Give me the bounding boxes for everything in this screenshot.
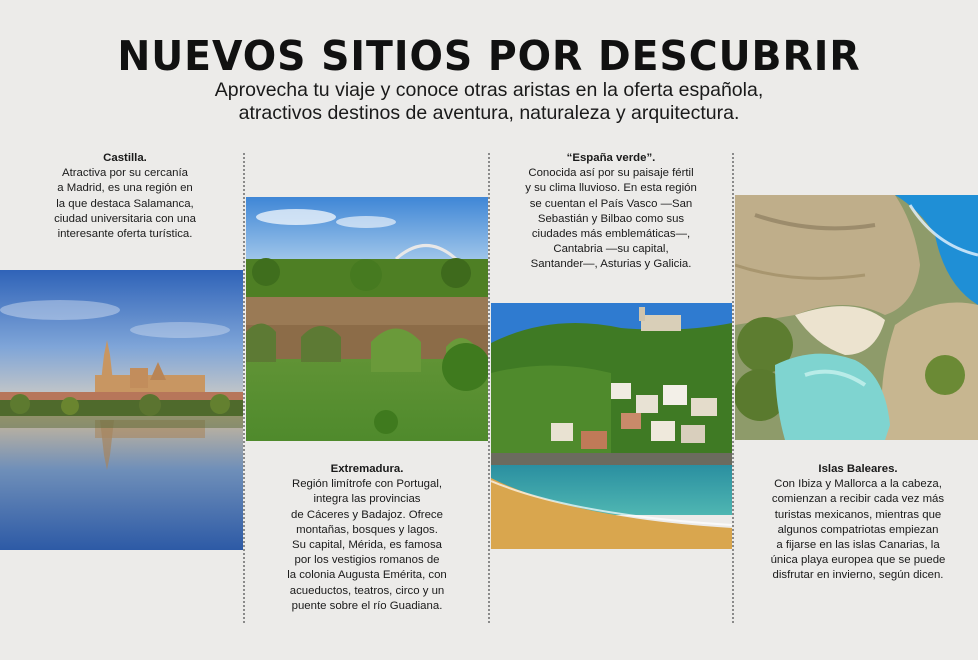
caption-line: Con Ibiza y Mallorca a la cabeza, — [774, 478, 942, 491]
page-title: NUEVOS SITIOS POR DESCUBRIR — [117, 32, 861, 80]
espana-verde-photo — [491, 303, 732, 549]
baleares-caption — [748, 462, 968, 584]
caption-line: disfrutar en invierno, según dicen. — [772, 569, 944, 582]
espana-verde-caption — [505, 151, 717, 273]
caption-line: turistas mexicanos, mientras que — [774, 508, 942, 521]
column-divider — [488, 153, 490, 623]
caption-line: y su clima lluvioso. En esta región — [525, 182, 697, 195]
castilla-heading: Castilla. — [103, 152, 147, 164]
caption-line: única playa europea que se puede — [770, 554, 946, 567]
caption-line: a Madrid, es una región en — [57, 182, 193, 195]
espana-verde-heading: “España verde”. — [566, 152, 656, 164]
caption-line: Santander—, Asturias y Galicia. — [530, 258, 692, 271]
baleares-heading: Islas Baleares. — [818, 463, 898, 475]
subtitle-line: Aprovecha tu viaje y conoce otras aristas en la oferta española, — [214, 79, 764, 101]
extremadura-caption — [262, 462, 472, 614]
caption-line: Conocida así por su paisaje fértil — [528, 167, 694, 180]
caption-line: por los vestigios romanos de — [294, 554, 440, 567]
caption-line: Atractiva por su cercanía — [62, 167, 188, 180]
caption-line: integra las provincias — [313, 493, 421, 506]
column-divider — [243, 153, 245, 623]
caption-line: ciudades más emblemáticas—, — [531, 228, 691, 241]
castilla-caption — [20, 151, 230, 242]
caption-line: ciudad universitaria con una — [54, 212, 196, 225]
subtitle-line: atractivos destinos de aventura, naturaleza y arquitectura. — [238, 102, 740, 124]
extremadura-heading: Extremadura. — [330, 463, 404, 475]
caption-line: montañas, bosques y lagos. — [296, 523, 438, 536]
caption-line: la que destaca Salamanca, — [56, 197, 194, 210]
page-subtitle — [150, 79, 828, 125]
column-divider — [732, 153, 734, 623]
caption-line: de Cáceres y Badajoz. Ofrece — [291, 508, 443, 521]
caption-line: Sebastián y Bilbao como sus — [537, 212, 685, 225]
caption-line: se cuentan el País Vasco —San — [529, 197, 693, 210]
caption-line: la colonia Augusta Emérita, con — [287, 569, 447, 582]
caption-line: Cantabria —su capital, — [553, 243, 669, 256]
caption-line: interesante oferta turística. — [57, 228, 193, 241]
extremadura-photo — [246, 197, 488, 441]
caption-line: Su capital, Mérida, es famosa — [291, 539, 443, 552]
castilla-photo — [0, 270, 243, 550]
caption-line: comienzan a recibir cada vez más — [771, 493, 945, 506]
caption-line: puente sobre el río Guadiana. — [291, 599, 443, 612]
caption-line: acueductos, teatros, circo y un — [289, 584, 445, 597]
caption-line: algunos compatriotas empiezan — [777, 523, 939, 536]
baleares-photo — [735, 195, 978, 440]
caption-line: a fijarse en las islas Canarias, la — [776, 539, 940, 552]
caption-line: Región limítrofe con Portugal, — [291, 478, 443, 491]
